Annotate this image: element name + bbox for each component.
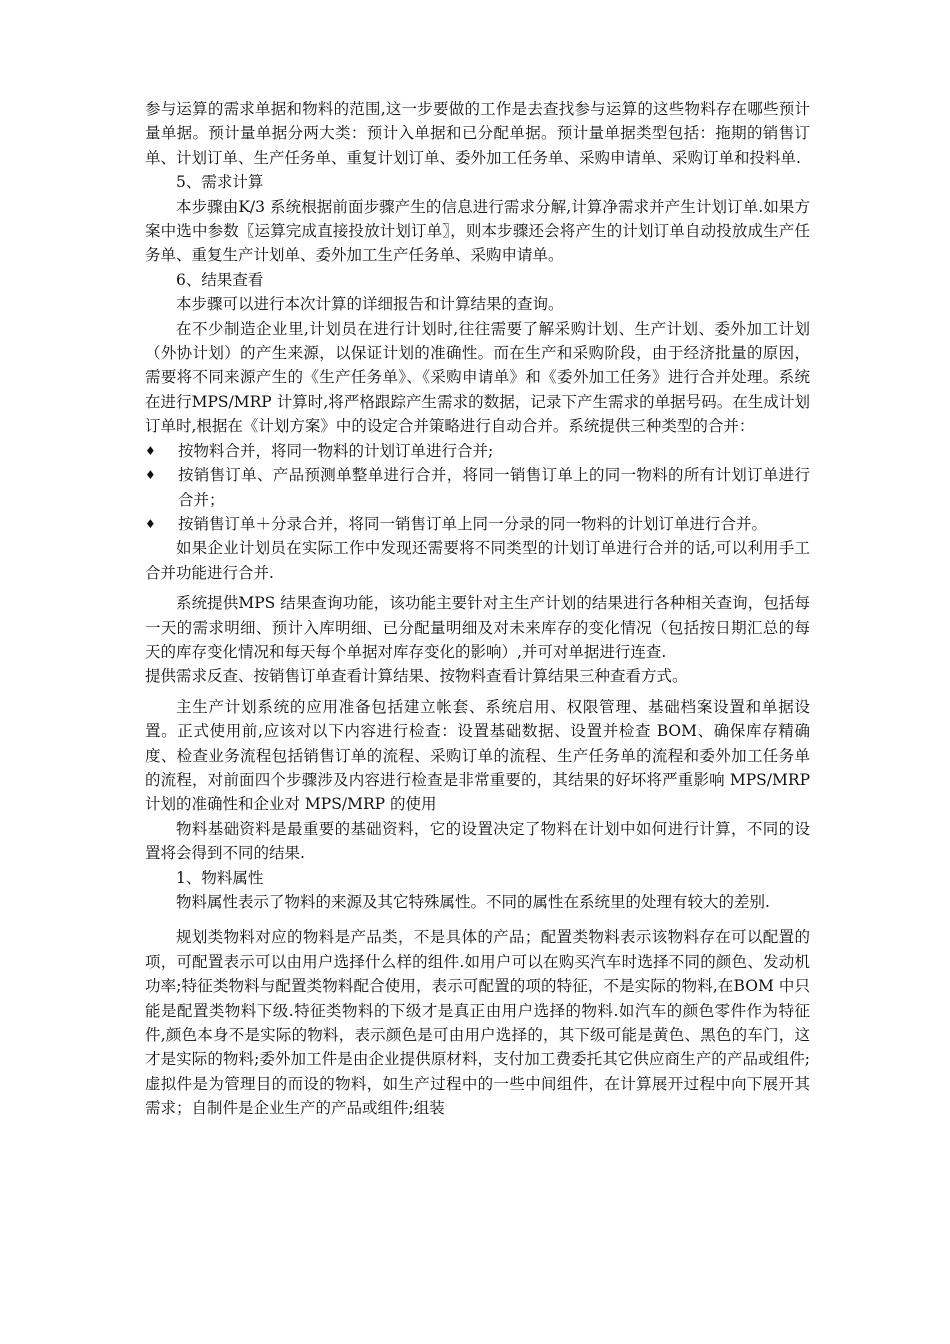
paragraph-merge-intro: 在不少制造企业里,计划员在进行计划时,往往需要了解采购计划、生产计划、委外加工计划（外协计划）的产生来源，以保证计划的准确性。而在生产和采购阶段，由于经济批量的原因，需要将不同来源产生的《生产任务单》、《采购申请单》和《委外加工任务》进行合并处理。系统在进行MPS/MRP 计算时,将严格跟踪产生需求的数据，记录下产生需求的单据号码。在生成计划订单时,根据在《计划方案》中的设定合并策略进行自动合并。系统提供三种类型的合并： <box>145 319 810 436</box>
paragraph-demand-calculation: 本步骤由K/3 系统根据前面步骤产生的信息进行需求分解,计算净需求并产生计划订单.如果方案中选中参数〖运算完成直接投放计划订单〗，则本步骤还会将产生的计划订单自动投放成生产任务单、重复生产计划单、委外加工生产任务单、采购申请单。 <box>145 197 810 265</box>
heading-demand-calculation: 5、需求计算 <box>176 173 264 192</box>
paragraph-query-modes: 提供需求反查、按销售订单查看计算结果、按物料查看计算结果三种查看方式。 <box>145 667 688 686</box>
list-item <box>145 463 810 512</box>
list-item-text: 按销售订单、产品预测单整单进行合并，将同一销售订单上的同一物料的所有计划订单进行合并； <box>178 466 810 509</box>
heading-material-attributes: 1、物料属性 <box>176 868 264 887</box>
document-body <box>145 97 810 1121</box>
paragraph-mps-query: 系统提供MPS 结果查询功能，该功能主要针对主生产计划的结果进行各种相关查询，包括每一天的需求明细、预计入库明细、已分配量明细及对未来库存的变化情况（包括按日期汇总的每天的库存变化情况和每天每个单据对库存变化的影响）,并可对单据进行连查. <box>145 594 810 661</box>
heading-result-view: 6、结果查看 <box>176 270 264 289</box>
diamond-bullet-icon: ♦ <box>145 516 156 531</box>
paragraph-manual-merge: 如果企业计划员在实际工作中发现还需要将不同类型的计划订单进行合并的话,可以利用手工合并功能进行合并. <box>145 539 810 582</box>
diamond-bullet-icon: ♦ <box>145 443 156 458</box>
list-item <box>145 512 810 536</box>
list-item-text: 按销售订单＋分录合并，将同一销售订单上同一分录的同一物料的计划订单进行合并。 <box>178 514 768 533</box>
paragraph-material-attributes: 物料属性表示了物料的来源及其它特殊属性。不同的属性在系统里的处理有较大的差别. <box>176 893 770 911</box>
diamond-bullet-icon: ♦ <box>145 468 156 483</box>
paragraph-result-view: 本步骤可以进行本次计算的详细报告和计算结果的查询。 <box>176 295 564 314</box>
paragraph-material-types: 规划类物料对应的物料是产品类，不是具体的产品；配置类物料表示该物料存在可以配置的项，可配置表示可以由用户选择什么样的组件.如用户可以在购买汽车时选择不同的颜色、发动机功率;特征类物料与配置类物料配合使用，表示可配置的项的特征，不是实际的物料,在BOM 中只能是配置类物料下级.特征类物料的下级才是真正由用户选择的物料.如汽车的颜色零件作为特征件,颜色本身不是实际的物料，表示颜色是可由用户选择的，其下级可能是黄色、黑色的车门，这才是实际的物料;委外加工件是由企业提供原材料，支付加工费委托其它供应商生产的产品或组件;虚拟件是为管理目的而设的物料，如生产过程中的一些中间组件，在计算展开过程中向下展开其需求；自制件是企业生产的产品或组件;组装 <box>145 928 810 1118</box>
list-item-text: 按物料合并，将同一物料的计划订单进行合并; <box>178 441 494 460</box>
paragraph-preparation: 主生产计划系统的应用准备包括建立帐套、系统启用、权限管理、基础档案设置和单据设置。正式使用前,应该对以下内容进行检查：设置基础数据、设置并检查 BOM、确保库存精确度、检查业务流程包括销售订单的流程、采购订单的流程、生产任务单的流程和委外加工任务单的流程，对前面四个步骤涉及内容进行检查是非常重要的，其结果的好坏将严重影响 MPS/MRP 计划的准确性和企业对 MPS/MRP 的使用 <box>145 697 810 814</box>
list-item <box>145 439 810 463</box>
paragraph-material-basics: 物料基础资料是最重要的基础资料，它的设置决定了物料在计划中如何进行计算，不同的设置将会得到不同的结果. <box>145 819 810 863</box>
paragraph-demand-scope: 参与运算的需求单据和物料的范围,这一步要做的工作是去查找参与运算的这些物料存在哪些预计量单据。预计量单据分两大类：预计入单据和已分配单据。预计量单据类型包括：拖期的销售订单、计划订单、生产任务单、重复计划订单、委外加工任务单、采购申请单、采购订单和投料单. <box>145 100 810 167</box>
